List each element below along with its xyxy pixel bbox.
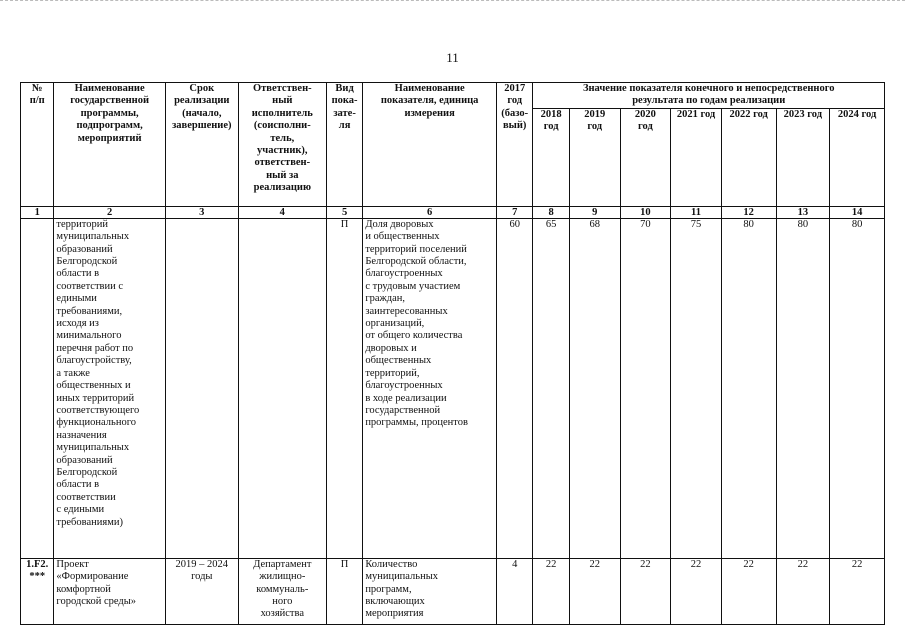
row-term	[165, 218, 238, 558]
row-base-value: 4	[497, 558, 533, 624]
row-term: 2019 – 2024 годы	[165, 558, 238, 624]
row-value-2018: 65	[533, 218, 569, 558]
row-value-2021: 22	[671, 558, 722, 624]
header-year-2019: 2019 год	[569, 108, 620, 206]
column-number: 13	[776, 206, 830, 218]
row-value-2020: 22	[620, 558, 671, 624]
row-indicator-type: П	[326, 558, 362, 624]
row-executor: Департамент жилищно- коммуналь- ного хозяйства	[238, 558, 326, 624]
header-executor: Ответствен- ный исполнитель (соисполни- тель, участник), ответствен- ный за реализацию	[238, 83, 326, 207]
row-indicator-type: П	[326, 218, 362, 558]
column-number: 1	[21, 206, 54, 218]
header-base-year: 2017 год (базо- вый)	[497, 83, 533, 207]
row-base-value: 60	[497, 218, 533, 558]
row-value-2019: 68	[569, 218, 620, 558]
row-value-2020: 70	[620, 218, 671, 558]
column-number: 5	[326, 206, 362, 218]
row-value-2023: 80	[776, 218, 830, 558]
row-value-2022: 80	[721, 218, 776, 558]
header-term: Срок реализации (начало, завершение)	[165, 83, 238, 207]
header-indicator-name: Наименование показателя, единица измерения	[363, 83, 497, 207]
row-value-2021: 75	[671, 218, 722, 558]
header-number: № п/п	[21, 83, 54, 207]
indicators-table	[20, 82, 885, 625]
column-number: 7	[497, 206, 533, 218]
row-number: 1.F2. ***	[21, 558, 54, 624]
row-indicator-name: Количество муниципальных программ, включающих мероприятия	[363, 558, 497, 624]
row-value-2024: 22	[830, 558, 885, 624]
row-number	[21, 218, 54, 558]
row-value-2022: 22	[721, 558, 776, 624]
column-number: 3	[165, 206, 238, 218]
header-year-2018: 2018 год	[533, 108, 569, 206]
column-number: 8	[533, 206, 569, 218]
row-program-name: Проект «Формирование комфортной городской среды»	[54, 558, 165, 624]
column-numbers-row	[21, 206, 885, 218]
row-value-2019: 22	[569, 558, 620, 624]
column-number: 9	[569, 206, 620, 218]
header-year-2021: 2021 год	[671, 108, 722, 206]
header-indicator-type: Вид пока- зате- ля	[326, 83, 362, 207]
row-value-2023: 22	[776, 558, 830, 624]
row-program-name: территорий муниципальных образований Белгородской области в соответствии с едиными требованиями, исходя из минимального перечня работ по благоустройству, а также общественных и иных территорий соответствующего функционального назначения муниципальных образований Белгородской области в соответствии с едиными требованиями)	[54, 218, 165, 558]
column-number: 14	[830, 206, 885, 218]
row-executor	[238, 218, 326, 558]
row-indicator-name: Доля дворовых и общественных территорий поселений Белгородской области, благоустроенных с трудовым участием граждан, заинтересованных организаций, от общего количества дворовых и общественных территорий, благоустроенных в ходе реализации государственной программы, процентов	[363, 218, 497, 558]
row-value-2018: 22	[533, 558, 569, 624]
column-number: 12	[721, 206, 776, 218]
page-number: 11	[446, 50, 459, 65]
column-number: 4	[238, 206, 326, 218]
column-number: 10	[620, 206, 671, 218]
header-year-2023: 2023 год	[776, 108, 830, 206]
header-year-2020: 2020 год	[620, 108, 671, 206]
header-program-name: Наименование государственной программы, подпрограмм, мероприятий	[54, 83, 165, 207]
header-year-2022: 2022 год	[721, 108, 776, 206]
top-page-rule	[0, 0, 905, 3]
header-values-group: Значение показателя конечного и непосредственного результата по годам реализации	[533, 83, 885, 109]
column-number: 11	[671, 206, 722, 218]
table-row	[21, 218, 885, 558]
row-value-2024: 80	[830, 218, 885, 558]
table-row	[21, 558, 885, 624]
table-header	[21, 83, 885, 207]
column-number: 6	[363, 206, 497, 218]
header-year-2024: 2024 год	[830, 108, 885, 206]
column-number: 2	[54, 206, 165, 218]
